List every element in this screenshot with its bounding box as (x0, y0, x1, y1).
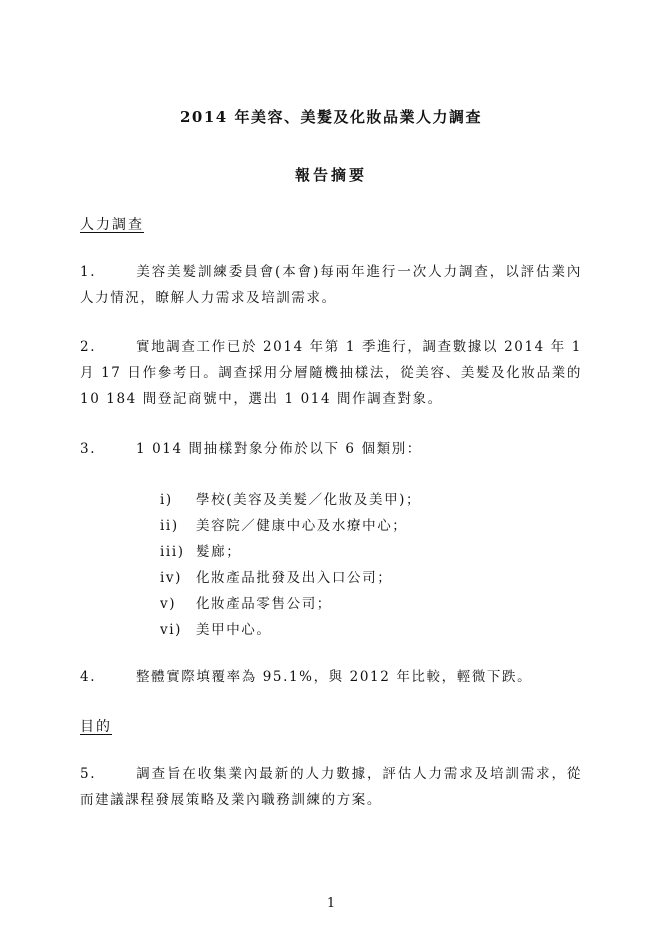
category-item (160, 488, 421, 508)
category-item (160, 566, 392, 586)
section-heading-manpower-survey: 人力調查 (80, 217, 144, 233)
category-text: 美容院／健康中心及水療中心； (196, 518, 408, 534)
paragraph-text: 美容美髮訓練委員會(本會)每兩年進行一次人力調查，以評估業內人力情況，瞭解人力需求及培訓需求。 (80, 264, 582, 306)
category-text: 化妝產品批發及出入口公司； (196, 570, 393, 586)
paragraph-number: 5. (80, 766, 97, 782)
paragraph-text: 整體實際填覆率為 95.1%，與 2012 年比較，輕微下跌。 (136, 669, 533, 685)
paragraph-number: 3. (80, 441, 97, 457)
paragraph-number: 1. (80, 264, 97, 280)
category-item (160, 514, 407, 534)
paragraph-3 (80, 436, 582, 462)
paragraph-text: 1 014 間抽樣對象分佈於以下 6 個類別： (136, 441, 422, 457)
document-title: 2014 年美容、美髮及化妝品業人力調查 (180, 108, 482, 126)
category-numeral: i) (160, 492, 173, 508)
paragraph-text: 調查旨在收集業內最新的人力數據，評估人力需求及培訓需求，從而建議課程發展策略及業內職務訓練的方案。 (80, 766, 582, 808)
category-item (160, 540, 241, 560)
category-numeral: ii) (160, 518, 179, 534)
category-numeral: v) (160, 596, 177, 612)
paragraph-4 (80, 664, 582, 690)
paragraph-number: 4. (80, 669, 97, 685)
category-text: 化妝產品零售公司； (196, 596, 332, 612)
paragraph-text: 實地調查工作已於 2014 年第 1 季進行，調查數據以 2014 年 1 月 17 日作參考日。調查採用分層隨機抽樣法，從美容、美髮及化妝品業的 10 184 間登記商號中，選出 1 014 間作調查對象。 (80, 339, 582, 407)
paragraph-number: 2. (80, 339, 97, 355)
paragraph-5 (80, 761, 582, 813)
category-numeral: iv) (160, 570, 183, 586)
paragraph-2 (80, 334, 582, 412)
category-item (160, 618, 272, 638)
category-item (160, 592, 332, 612)
category-text: 學校(美容及美髮／化妝及美甲)； (196, 492, 422, 508)
category-numeral: iii) (160, 544, 185, 560)
category-text: 髮廊； (196, 544, 242, 560)
category-numeral: vi) (160, 622, 183, 638)
page-number: 1 (326, 896, 336, 911)
document-subtitle: 報告摘要 (294, 166, 367, 184)
category-text: 美甲中心。 (196, 622, 272, 638)
paragraph-1 (80, 259, 582, 311)
section-heading-objective: 目的 (80, 719, 112, 735)
